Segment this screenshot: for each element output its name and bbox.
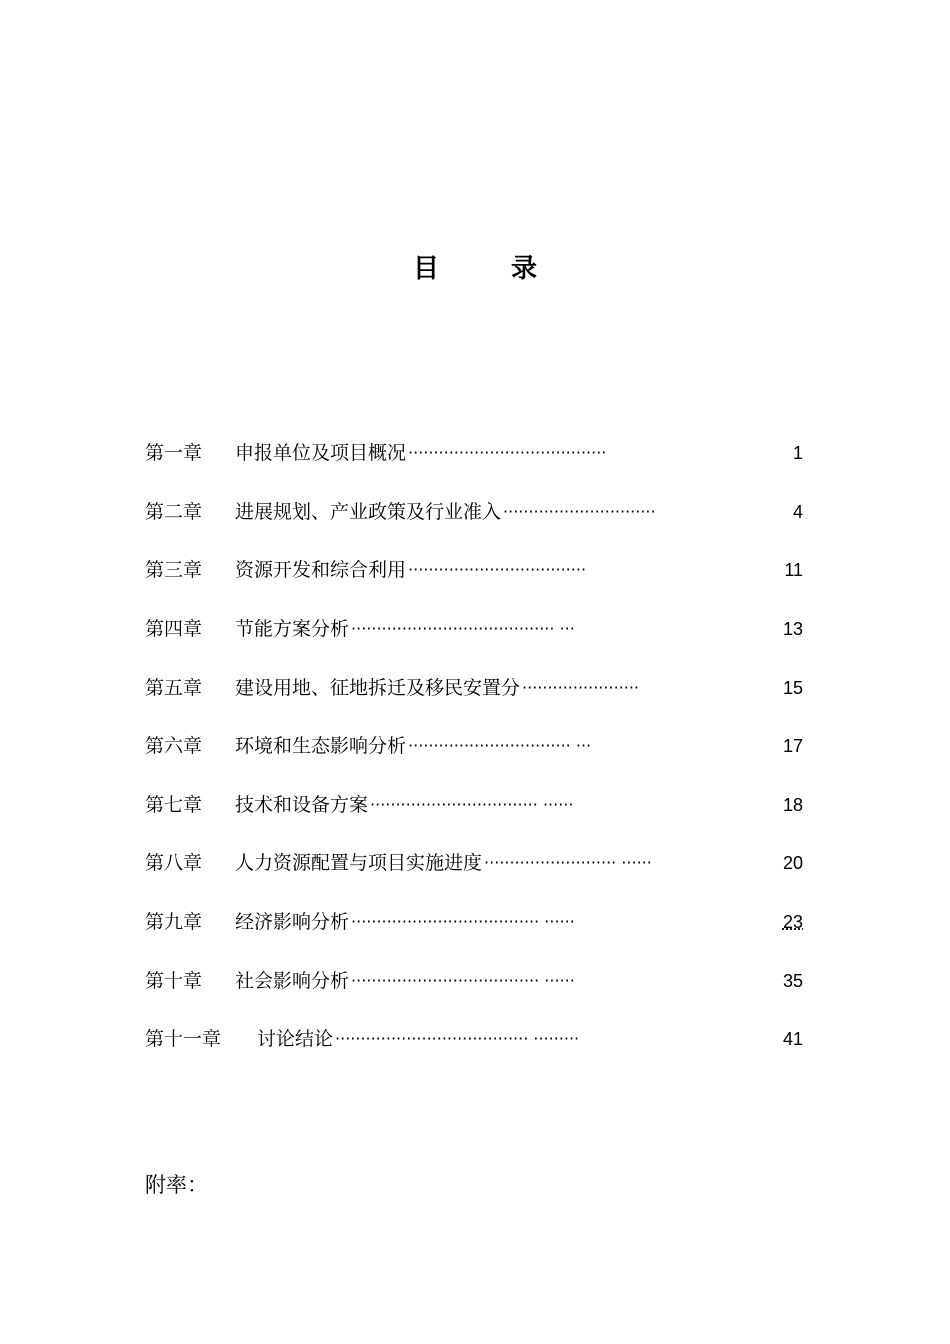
toc-dot-leader: ·························· ······ [484,853,652,873]
toc-entry-6[interactable] [145,717,803,776]
appendix-label: 附率： [145,1173,208,1197]
toc-chapter-label: 第十一章 [145,1028,222,1051]
toc-page-number: 17 [782,736,803,757]
toc-chapter-label: 第一章 [145,442,203,465]
toc-dot-leader: ····································· ······ [351,970,575,990]
toc-page-number: 41 [782,1029,803,1050]
toc-page-number: 11 [784,560,803,581]
toc-chapter-label: 第四章 [145,618,203,641]
toc-entry-9[interactable] [145,893,803,952]
table-of-contents [145,424,803,1069]
toc-dot-leader: ······································· [408,443,607,463]
toc-entry-3[interactable] [145,541,803,600]
toc-chapter-label: 第九章 [145,911,203,934]
toc-page-number: 1 [792,443,803,464]
page-title [0,252,950,286]
title-char-2: 录 [511,254,538,284]
toc-page-number: 4 [792,501,803,522]
toc-entry-title: 建设用地、征地拆迁及移民安置分 [235,676,521,699]
toc-entry-title: 环境和生态影响分析 [235,735,407,758]
toc-chapter-label: 第八章 [145,852,203,875]
toc-dot-leader: ····································· ······ [351,912,575,932]
toc-page-number: 23 [782,912,803,933]
toc-chapter-label: 第六章 [145,735,203,758]
toc-dot-leader: ········································ ··· [351,619,575,639]
toc-entry-2[interactable] [145,483,803,542]
toc-dot-leader: ································ ··· [408,736,592,756]
toc-entry-title: 人力资源配置与项目实施进度 [235,852,483,875]
toc-entry-10[interactable] [145,951,803,1010]
toc-entry-title: 申报单位及项目概况 [235,442,407,465]
toc-page-number: 15 [782,677,803,698]
toc-entry-1[interactable] [145,424,803,483]
toc-chapter-label: 第七章 [145,793,203,816]
title-char-1: 目 [412,254,439,284]
toc-entry-8[interactable] [145,834,803,893]
toc-entry-title: 经济影响分析 [235,911,350,934]
toc-entry-11[interactable] [145,1010,803,1069]
toc-dot-leader: ································· ······ [370,794,574,814]
toc-page-number: 20 [782,853,803,874]
toc-page-number: 13 [782,619,803,640]
toc-entry-7[interactable] [145,776,803,835]
toc-entry-title: 资源开发和综合利用 [235,559,407,582]
toc-entry-4[interactable] [145,600,803,659]
toc-page-number: 35 [782,970,803,991]
toc-chapter-label: 第五章 [145,676,203,699]
toc-dot-leader: ······························ [503,501,656,521]
toc-chapter-label: 第十章 [145,969,203,992]
toc-dot-leader: ······················· [522,677,639,697]
toc-page-number: 18 [782,794,803,815]
toc-chapter-label: 第二章 [145,500,203,523]
toc-dot-leader: ··································· [408,560,587,580]
toc-entry-title: 技术和设备方案 [235,793,369,816]
toc-dot-leader: ······································ ········· [335,1029,580,1049]
toc-chapter-label: 第三章 [145,559,203,582]
toc-entry-title: 进展规划、产业政策及行业准入 [235,500,502,523]
toc-entry-title: 社会影响分析 [235,969,350,992]
toc-entry-5[interactable] [145,658,803,717]
toc-entry-title: 讨论结论 [257,1028,334,1051]
toc-entry-title: 节能方案分析 [235,618,350,641]
